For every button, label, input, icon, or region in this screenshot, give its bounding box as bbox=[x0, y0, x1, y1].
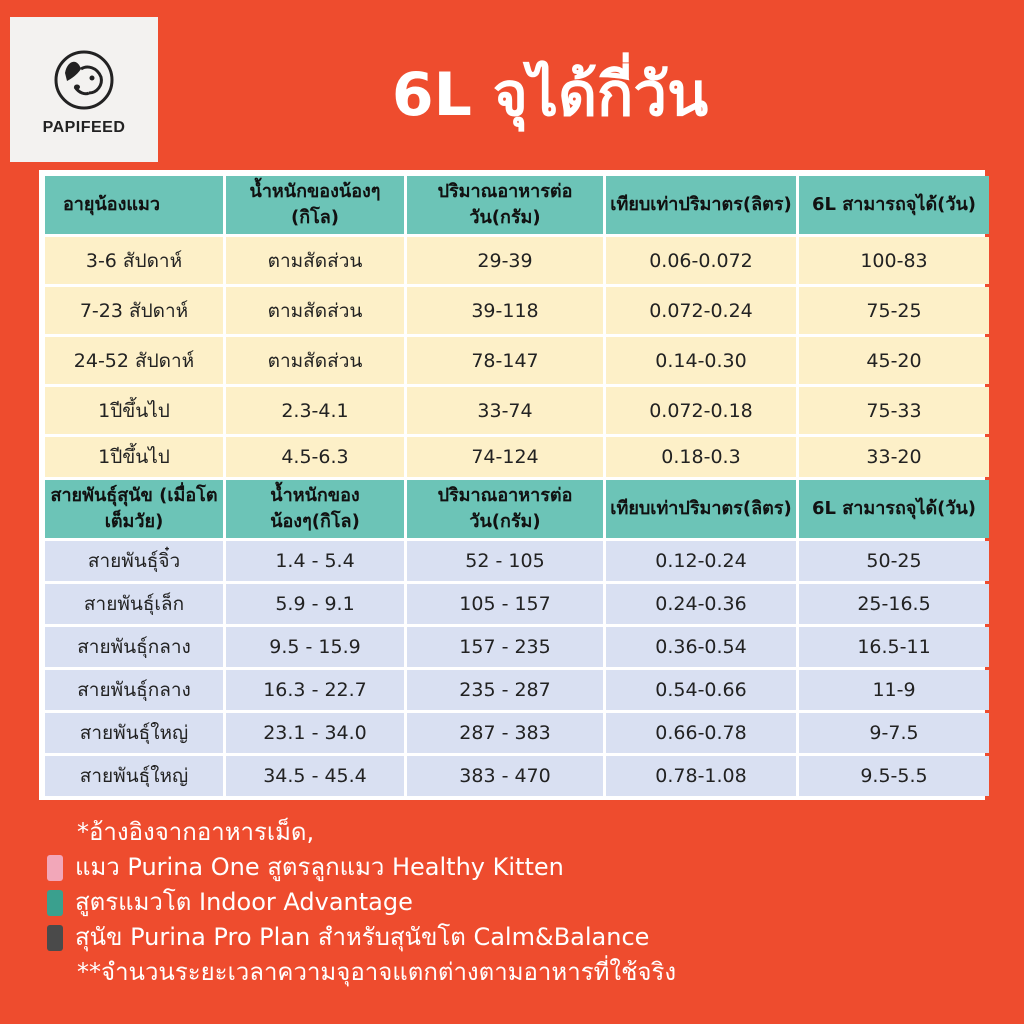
cell: 78-147 bbox=[407, 337, 603, 384]
cell: 39-118 bbox=[407, 287, 603, 334]
cell: 9-7.5 bbox=[799, 713, 989, 753]
cell: 5.9 - 9.1 bbox=[226, 584, 404, 624]
dog-row bbox=[45, 541, 989, 581]
cell: 235 - 287 bbox=[407, 670, 603, 710]
cell: 34.5 - 45.4 bbox=[226, 756, 404, 796]
cell: ตามสัดส่วน bbox=[226, 337, 404, 384]
cat-header-weight: น้ำหนักของน้องๆ (กิโล) bbox=[226, 176, 404, 234]
cell: 383 - 470 bbox=[407, 756, 603, 796]
note-item bbox=[45, 850, 985, 885]
cell: 0.54-0.66 bbox=[606, 670, 796, 710]
cell: 4.5-6.3 bbox=[226, 437, 404, 477]
cell: สายพันธุ์เล็ก bbox=[45, 584, 223, 624]
cat-food-bag-pink-icon bbox=[47, 855, 63, 881]
cell: ตามสัดส่วน bbox=[226, 237, 404, 284]
cell: สายพันธุ์ใหญ่ bbox=[45, 713, 223, 753]
cell: 33-20 bbox=[799, 437, 989, 477]
page-title: 6L จุได้กี่วัน bbox=[391, 60, 709, 130]
dog-header-food: ปริมาณอาหารต่อวัน(กรัม) bbox=[407, 480, 603, 538]
cell: 75-25 bbox=[799, 287, 989, 334]
dog-face-icon bbox=[51, 47, 117, 113]
dog-header-volume: เทียบเท่าปริมาตร(ลิตร) bbox=[606, 480, 796, 538]
dog-header-breed: สายพันธุ์สุนัข (เมื่อโตเต็มวัย) bbox=[45, 480, 223, 538]
cell: 0.66-0.78 bbox=[606, 713, 796, 753]
cell: 9.5 - 15.9 bbox=[226, 627, 404, 667]
cell: 52 - 105 bbox=[407, 541, 603, 581]
cell: 29-39 bbox=[407, 237, 603, 284]
cell: 0.78-1.08 bbox=[606, 756, 796, 796]
cat-food-bag-teal-icon bbox=[47, 890, 63, 916]
brand-logo bbox=[10, 17, 158, 162]
cat-header-volume: เทียบเท่าปริมาตร(ลิตร) bbox=[606, 176, 796, 234]
cell: 11-9 bbox=[799, 670, 989, 710]
cat-row bbox=[45, 387, 989, 434]
cell: 3-6 สัปดาห์ bbox=[45, 237, 223, 284]
cell: 0.072-0.18 bbox=[606, 387, 796, 434]
cat-header-days: 6L สามารถจุได้(วัน) bbox=[799, 176, 989, 234]
cell: 1ปีขึ้นไป bbox=[45, 437, 223, 477]
cell: 0.06-0.072 bbox=[606, 237, 796, 284]
cell: 0.14-0.30 bbox=[606, 337, 796, 384]
cell: 24-52 สัปดาห์ bbox=[45, 337, 223, 384]
cell: 157 - 235 bbox=[407, 627, 603, 667]
cell: 105 - 157 bbox=[407, 584, 603, 624]
note-text: สุนัข Purina Pro Plan สำหรับสุนัขโต Calm&Balance bbox=[75, 923, 650, 951]
cell: 1ปีขึ้นไป bbox=[45, 387, 223, 434]
dog-row bbox=[45, 713, 989, 753]
dog-row bbox=[45, 584, 989, 624]
cell: 0.36-0.54 bbox=[606, 627, 796, 667]
feeding-table bbox=[39, 170, 985, 800]
disclaimer-note: **จำนวนระยะเวลาความจุอาจแตกต่างตามอาหารที่ใช้จริง bbox=[77, 958, 677, 986]
cat-header-age: อายุน้องแมว bbox=[45, 176, 223, 234]
cell: 50-25 bbox=[799, 541, 989, 581]
cell: 0.12-0.24 bbox=[606, 541, 796, 581]
dog-header-weight: น้ำหนักของน้องๆ(กิโล) bbox=[226, 480, 404, 538]
cell: 16.5-11 bbox=[799, 627, 989, 667]
cat-header-food: ปริมาณอาหารต่อวัน(กรัม) bbox=[407, 176, 603, 234]
dog-food-bag-dark-icon bbox=[47, 925, 63, 951]
cell: 74-124 bbox=[407, 437, 603, 477]
cell: 16.3 - 22.7 bbox=[226, 670, 404, 710]
note-text: สูตรแมวโต Indoor Advantage bbox=[75, 888, 413, 916]
cell: 0.24-0.36 bbox=[606, 584, 796, 624]
dog-row bbox=[45, 627, 989, 667]
cell: 2.3-4.1 bbox=[226, 387, 404, 434]
cell: 100-83 bbox=[799, 237, 989, 284]
cell: 25-16.5 bbox=[799, 584, 989, 624]
cell: ตามสัดส่วน bbox=[226, 287, 404, 334]
cell: 45-20 bbox=[799, 337, 989, 384]
cell: สายพันธุ์จิ๋ว bbox=[45, 541, 223, 581]
cat-row bbox=[45, 437, 989, 477]
cat-row bbox=[45, 287, 989, 334]
cell: 7-23 สัปดาห์ bbox=[45, 287, 223, 334]
brand-name: PAPIFEED bbox=[42, 118, 126, 136]
note-text: แมว Purina One สูตรลูกแมว Healthy Kitten bbox=[75, 853, 564, 881]
cat-header-row bbox=[45, 176, 989, 234]
cell: สายพันธุ์กลาง bbox=[45, 670, 223, 710]
cell: สายพันธุ์ใหญ่ bbox=[45, 756, 223, 796]
cat-row bbox=[45, 237, 989, 284]
dog-row bbox=[45, 670, 989, 710]
cell: 0.072-0.24 bbox=[606, 287, 796, 334]
cell: 23.1 - 34.0 bbox=[226, 713, 404, 753]
cell: 287 - 383 bbox=[407, 713, 603, 753]
dog-row bbox=[45, 756, 989, 796]
cell: 1.4 - 5.4 bbox=[226, 541, 404, 581]
note-item bbox=[45, 920, 985, 955]
cell: 9.5-5.5 bbox=[799, 756, 989, 796]
cell: สายพันธุ์กลาง bbox=[45, 627, 223, 667]
note-item bbox=[45, 885, 985, 920]
cell: 0.18-0.3 bbox=[606, 437, 796, 477]
reference-note: *อ้างอิงจากอาหารเม็ด, bbox=[77, 818, 315, 846]
cell: 33-74 bbox=[407, 387, 603, 434]
cat-row bbox=[45, 337, 989, 384]
dog-header-row bbox=[45, 480, 989, 538]
cell: 75-33 bbox=[799, 387, 989, 434]
dog-header-days: 6L สามารถจุได้(วัน) bbox=[799, 480, 989, 538]
footnotes bbox=[45, 815, 985, 990]
